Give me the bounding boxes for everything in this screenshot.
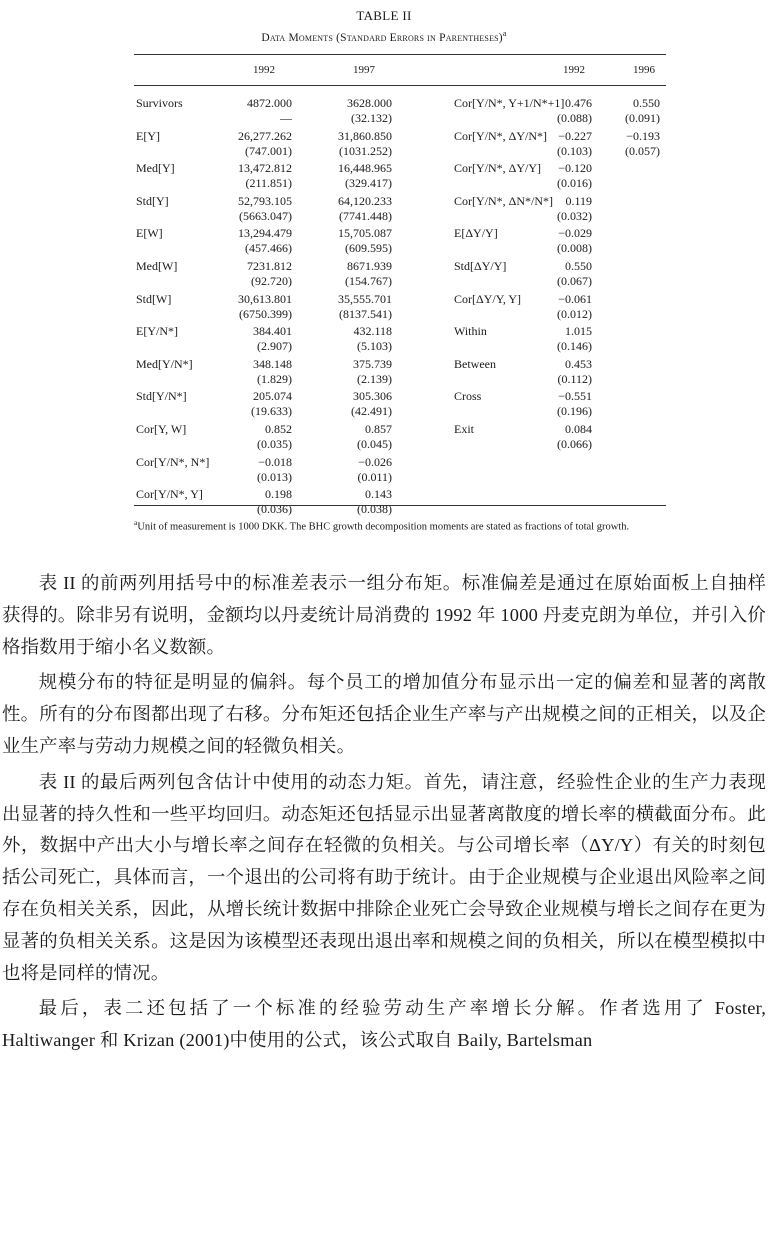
col-head-right-1992: 1992: [563, 64, 585, 76]
row-label: Cor[Y/N*, ΔY/Y]: [454, 161, 542, 176]
table-header-rule: [134, 85, 666, 86]
standard-error: (329.417): [345, 176, 392, 191]
value-cell: [557, 259, 592, 289]
table-top-rule: [134, 54, 666, 55]
row-label: Between: [454, 356, 496, 371]
estimate: 375.739: [353, 356, 392, 371]
value-cell: [351, 389, 392, 419]
value-cell: [357, 455, 392, 485]
value-cell: [338, 226, 392, 256]
value-cell: [625, 129, 660, 159]
standard-error: (32.132): [351, 111, 392, 125]
estimate: 35,555.701: [338, 291, 392, 306]
value-cell: [557, 324, 592, 354]
standard-error: (609.595): [345, 241, 392, 256]
table-row: [136, 324, 396, 356]
table-row: [136, 487, 396, 519]
standard-error: (154.767): [345, 274, 392, 288]
table-row: [136, 129, 396, 161]
col-head-right-1996: 1996: [633, 64, 655, 76]
value-cell: [238, 129, 292, 159]
value-cell: [338, 161, 392, 191]
value-cell: [247, 96, 292, 126]
table-title: TABLE II: [356, 8, 412, 23]
table-row: [454, 161, 666, 193]
estimate: −0.029: [558, 226, 592, 241]
standard-error: (0.103): [557, 143, 592, 158]
standard-error: (19.633): [251, 404, 292, 419]
value-cell: [253, 357, 292, 387]
table-row: [454, 422, 666, 454]
table-row: [454, 96, 666, 128]
estimate: 1.015: [565, 324, 592, 339]
standard-error: (0.011): [357, 469, 392, 484]
estimate: 0.198: [265, 487, 292, 502]
body-text: [2, 568, 766, 1057]
value-cell: [557, 292, 592, 322]
standard-error: (0.035): [257, 437, 292, 451]
standard-error: (8137.541): [339, 306, 392, 321]
estimate: 13,294.479: [238, 226, 292, 241]
estimate: −0.227: [558, 128, 592, 143]
estimate: 0.852: [265, 422, 292, 436]
estimate: 0.550: [565, 259, 592, 273]
col-head-left-1997: 1997: [353, 64, 375, 76]
standard-error: (6750.399): [239, 306, 292, 321]
table-subtitle: Data Moments (Standard Errors in Parentheses)$^a$: [261, 29, 507, 44]
value-cell: [353, 324, 392, 354]
standard-error: (0.012): [557, 306, 592, 321]
standard-error: (0.045): [357, 437, 392, 451]
standard-error: (0.146): [557, 339, 592, 354]
row-label: Survivors: [136, 96, 183, 110]
table-row: [454, 389, 666, 421]
standard-error: (7741.448): [339, 208, 392, 223]
estimate: 30,613.801: [238, 291, 292, 306]
estimate: 0.550: [633, 96, 660, 110]
value-cell: [345, 259, 392, 289]
standard-error: (0.013): [257, 469, 292, 484]
value-cell: [557, 96, 592, 126]
estimate: −0.026: [358, 454, 392, 469]
estimate: 0.119: [565, 193, 592, 208]
value-cell: [357, 487, 392, 517]
estimate: 16,448.965: [338, 161, 392, 176]
estimate: 64,120.233: [338, 193, 392, 208]
table-row: [136, 226, 396, 258]
value-cell: [257, 422, 292, 452]
value-cell: [338, 292, 392, 322]
estimate: 52,793.105: [238, 193, 292, 208]
standard-error: (0.066): [557, 437, 592, 451]
row-label: Med[W]: [136, 259, 178, 273]
value-cell: [357, 422, 392, 452]
value-cell: [557, 129, 592, 159]
row-label: Std[ΔY/Y]: [454, 259, 507, 273]
estimate: −0.061: [558, 291, 592, 306]
estimate: 432.118: [353, 324, 392, 339]
value-cell: [257, 487, 292, 517]
row-label: E[Y/N*]: [136, 324, 178, 339]
table-row: [136, 422, 396, 454]
value-cell: [557, 161, 592, 191]
standard-error: (2.139): [357, 371, 392, 386]
paragraph-2: 规模分布的特征是明显的偏斜。每个员工的增加值分布显示出一定的偏差和显著的离散性。所有的分布图都出现了右移。分布矩还包括企业生产率与产出规模之间的正相关，以及企业生产率与劳动力规模之间的轻微负相关。: [2, 672, 766, 756]
standard-error: (0.088): [557, 111, 592, 125]
estimate: 0.084: [565, 422, 592, 436]
estimate: −0.120: [558, 161, 592, 176]
paragraph-1: 表 II 的前两列用括号中的标准差表示一组分布矩。标准偏差是通过在原始面板上自抽样获得的。除非另有说明，金额均以丹麦统计局消费的 1992 年 1000 丹麦克朗为单位，并引入价格指数用于缩小名义数额。: [2, 573, 766, 657]
standard-error: (2.907): [257, 339, 292, 354]
estimate: 31,860.850: [338, 128, 392, 143]
value-cell: [557, 194, 592, 224]
table-bottom-rule: [134, 505, 666, 506]
standard-error: (5663.047): [239, 208, 292, 223]
row-label: Std[Y/N*]: [136, 389, 187, 404]
table-row: [136, 259, 396, 291]
standard-error: (747.001): [245, 143, 292, 158]
row-label: Cor[Y/N*, N*]: [136, 454, 210, 469]
standard-error: (0.032): [557, 208, 592, 223]
value-cell: [338, 129, 392, 159]
row-label: Med[Y/N*]: [136, 356, 193, 371]
estimate: 8671.939: [347, 259, 392, 273]
standard-error: (0.067): [557, 274, 592, 288]
value-cell: [557, 389, 592, 419]
row-label: Cor[Y/N*, Y]: [136, 487, 203, 502]
paragraph-3: 表 II 的最后两列包含估计中使用的动态力矩。首先，请注意，经验性企业的生产力表现出显著的持久性和一些平均回归。动态矩还包括显示出显著离散度的增长率的横截面分布。此外，数据中产出大小与增长率之间存在轻微的负相关。与公司增长率（ΔY/Y）有关的时刻包括公司死亡，具体而言，一个退出的公司将有助于统计。由于企业规模与企业退出风险率之间存在负相关关系，因此，从增长统计数据中排除企业死亡会导致企业规模与增长之间存在更为显著的负相关关系。这是因为该模型还表现出退出率和规模之间的负相关，所以在模型模拟中也将是同样的情况。: [2, 771, 766, 983]
row-label: E[Y]: [136, 128, 160, 143]
standard-error: (42.491): [351, 404, 392, 419]
estimate: 0.476: [565, 96, 592, 110]
value-cell: [253, 324, 292, 354]
standard-error: (92.720): [251, 274, 292, 288]
standard-error: (0.036): [257, 502, 292, 517]
value-cell: [238, 161, 292, 191]
estimate: 384.401: [253, 324, 292, 339]
estimate: 0.453: [565, 356, 592, 371]
row-label: Within: [454, 324, 487, 339]
standard-error: (457.466): [245, 241, 292, 256]
row-label: Cor[Y, W]: [136, 422, 187, 436]
value-cell: [338, 194, 392, 224]
estimate: 205.074: [253, 389, 292, 404]
table-row: [454, 129, 666, 161]
estimate: 26,277.262: [238, 128, 292, 143]
standard-error: (0.112): [557, 371, 592, 386]
value-cell: [557, 357, 592, 387]
estimate: 348.148: [253, 356, 292, 371]
table-row: [136, 194, 396, 226]
row-label: Std[W]: [136, 291, 172, 306]
value-cell: [247, 259, 292, 289]
value-cell: [557, 226, 592, 256]
standard-error: (5.103): [357, 339, 392, 354]
row-label: Cor[ΔY/Y, Y]: [454, 291, 522, 306]
table-row: [136, 455, 396, 487]
estimate: 3628.000: [347, 96, 392, 110]
standard-error: —: [280, 111, 292, 125]
value-cell: [238, 292, 292, 322]
value-cell: [238, 194, 292, 224]
table-row: [454, 324, 666, 356]
standard-error: (0.057): [625, 143, 660, 158]
standard-error: (1031.252): [339, 143, 392, 158]
value-cell: [557, 422, 592, 452]
col-head-left-1992: 1992: [253, 64, 275, 76]
standard-error: (0.008): [557, 241, 592, 256]
estimate: 0.857: [365, 422, 392, 436]
row-label: Cor[Y/N*, ΔY/N*]: [454, 128, 548, 143]
row-label: Exit: [454, 422, 474, 436]
row-label: E[W]: [136, 226, 163, 241]
value-cell: [251, 389, 292, 419]
estimate: 7231.812: [247, 259, 292, 273]
estimate: −0.551: [558, 389, 592, 404]
value-cell: [353, 357, 392, 387]
paragraph-4: 最后，表二还包括了一个标准的经验劳动生产率增长分解。作者选用了 Foster, Haltiwanger 和 Krizan (2001)中使用的公式，该公式取自 Baily, Bartelsman: [2, 998, 766, 1051]
standard-error: (0.038): [357, 502, 392, 517]
value-cell: [625, 96, 660, 126]
table-row: [136, 161, 396, 193]
row-label: Cross: [454, 389, 482, 404]
estimate: 15,705.087: [338, 226, 392, 241]
standard-error: (211.851): [245, 176, 292, 191]
value-cell: [347, 96, 392, 126]
standard-error: (0.016): [557, 176, 592, 191]
estimate: 4872.000: [247, 96, 292, 110]
row-label: Cor[Y/N*, Y+1/N*+1]: [454, 96, 565, 110]
estimate: 305.306: [353, 389, 392, 404]
table-row: [136, 389, 396, 421]
estimate: −0.193: [626, 128, 660, 143]
standard-error: (1.829): [257, 371, 292, 386]
value-cell: [238, 226, 292, 256]
table-row: [454, 292, 666, 324]
value-cell: [257, 455, 292, 485]
standard-error: (0.091): [625, 111, 660, 125]
row-label: Med[Y]: [136, 161, 175, 176]
table-row: [454, 226, 666, 258]
table-row: [136, 96, 396, 128]
standard-error: (0.196): [557, 404, 592, 419]
table-row: [136, 357, 396, 389]
estimate: 0.143: [365, 487, 392, 502]
table-row: [454, 194, 666, 226]
table-footnote: $^a$Unit of measurement is 1000 DKK. The BHC growth decomposition moments are stated as fractions of total growth.: [134, 518, 630, 533]
table-row: [454, 259, 666, 291]
estimate: 13,472.812: [238, 161, 292, 176]
estimate: −0.018: [258, 454, 292, 469]
table-row: [136, 292, 396, 324]
row-label: E[ΔY/Y]: [454, 226, 498, 241]
row-label: Std[Y]: [136, 193, 169, 208]
row-label: Cor[Y/N*, ΔN*/N*]: [454, 193, 554, 208]
table-row: [454, 357, 666, 389]
